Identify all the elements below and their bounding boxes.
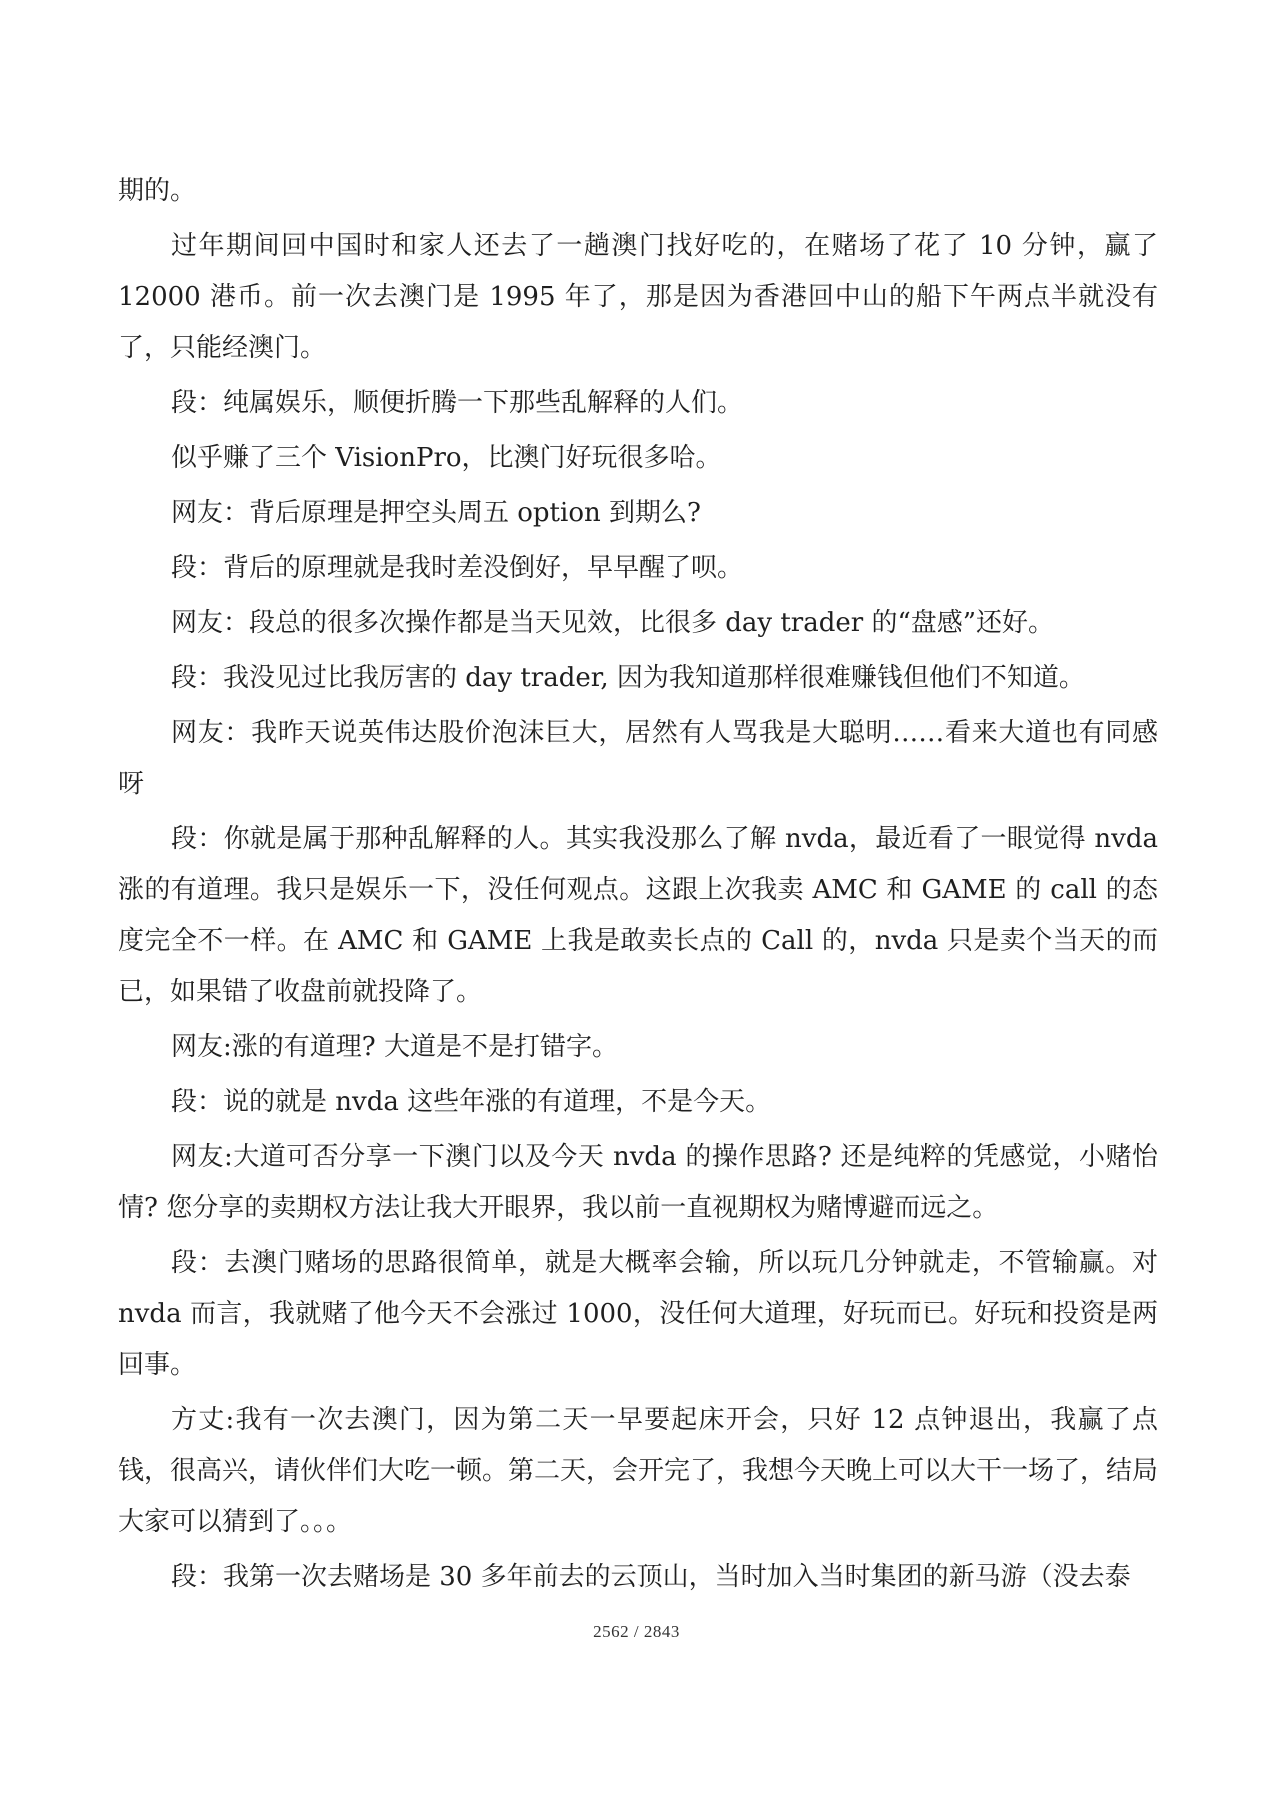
paragraph-netizen-option-question: 网友：背后原理是押空头周五 option 到期么?: [171, 498, 701, 528]
paragraph-duan-nvda-explanation: 段：你就是属于那种乱解释的人。其实我没那么了解 nvda，最近看了一眼觉得 nvda 涨的有道理。我只是娱乐一下，没任何观点。这跟上次我卖 AMC 和 GAME 的 call 的态度完全不一样。在 AMC 和 GAME 上我是敢卖长点的 Call 的，nvda 只是卖个当天的而已，如果错了收盘前就投降了。: [118, 824, 1158, 1007]
paragraph-visionpro: 似乎赚了三个 VisionPro，比澳门好玩很多哈。: [171, 443, 722, 473]
paragraph-duan-genting: 段：我第一次去赌场是 30 多年前去的云顶山，当时加入当时集团的新马游（没去泰: [171, 1562, 1131, 1592]
page-number: 2562 / 2843: [593, 1622, 680, 1641]
paragraph-duan-day-trader: 段：我没见过比我厉害的 day trader, 因为我知道那样很难赚钱但他们不知道。: [171, 663, 1085, 693]
paragraph-duan-casino-strategy: 段：去澳门赌场的思路很简单，就是大概率会输，所以玩几分钟就走，不管输赢。对 nvda 而言，我就赌了他今天不会涨过 1000，没任何大道理，好玩而已。好玩和投资是两回事。: [118, 1248, 1158, 1380]
paragraph-duan-entertainment: 段：纯属娱乐，顺便折腾一下那些乱解释的人们。: [171, 388, 744, 418]
paragraph-fangzhang-story: 方丈:我有一次去澳门，因为第二天一早要起床开会，只好 12 点钟退出，我赢了点钱，很高兴，请伙伴们大吃一顿。第二天，会开完了，我想今天晚上可以大干一场了，结局大家可以猜到了。。。: [118, 1405, 1159, 1537]
paragraph-netizen-typo-question: 网友:涨的有道理? 大道是不是打错字。: [171, 1032, 618, 1062]
paragraph-duan-jetlag: 段：背后的原理就是我时差没倒好，早早醒了呗。: [171, 553, 744, 583]
paragraph-netizen-nvidia-bubble: 网友：我昨天说英伟达股价泡沫巨大，居然有人骂我是大聪明……看来大道也有同感呀: [118, 718, 1158, 799]
paragraph-continuation: 期的。: [118, 176, 197, 206]
paragraph-duan-nvda-years: 段：说的就是 nvda 这些年涨的有道理，不是今天。: [171, 1087, 772, 1117]
paragraph-macau-trip: 过年期间回中国时和家人还去了一趟澳门找好吃的，在赌场了花了 10 分钟，赢了 12000 港币。前一次去澳门是 1995 年了，那是因为香港回中山的船下午两点半就没有了，只能经澳门。: [118, 231, 1158, 363]
paragraph-netizen-day-trader: 网友：段总的很多次操作都是当天见效，比很多 day trader 的“盘感”还好。: [171, 608, 1055, 638]
paragraph-netizen-strategy-question: 网友:大道可否分享一下澳门以及今天 nvda 的操作思路? 还是纯粹的凭感觉，小赌怡情? 您分享的卖期权方法让我大开眼界，我以前一直视期权为赌博避而远之。: [118, 1142, 1158, 1223]
page-body: [118, 166, 1158, 1607]
